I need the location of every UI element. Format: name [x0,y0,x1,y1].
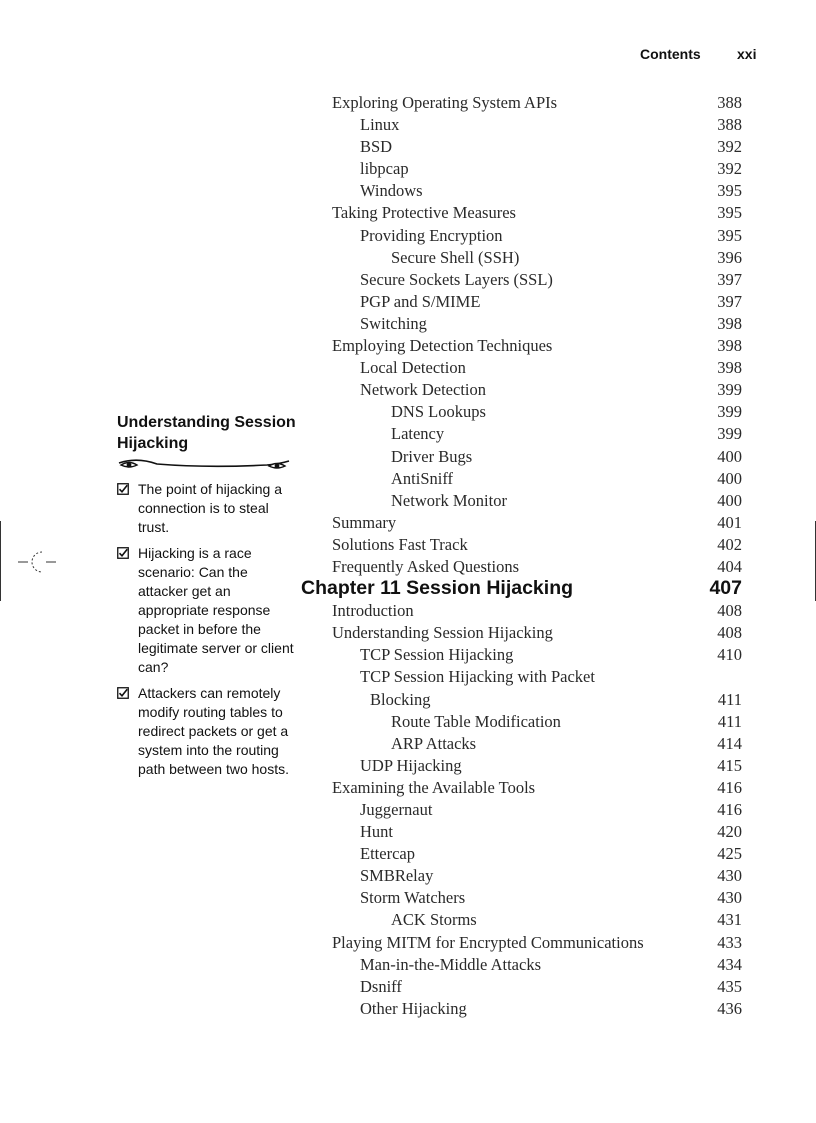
toc-entry-title: Other Hijacking [360,998,467,1018]
toc-entry-page-number: 395 [717,203,742,223]
toc-entry-page-number: 411 [717,689,742,709]
toc-entry [0,291,816,313]
toc-entry [0,92,816,114]
checkbox-checked-icon [117,483,129,495]
toc-entry [0,909,816,931]
sidebar-bullet-item [117,684,297,779]
toc-entry-page-number: 399 [717,402,742,422]
sidebar-bullet-list [117,480,297,779]
toc-entry [0,158,816,180]
running-head-section-title: Contents [640,46,701,62]
toc-entry-page-number: 408 [717,623,742,643]
toc-entry-title: Windows [360,181,423,201]
toc-entry-title: Driver Bugs [391,446,473,466]
toc-entry-page-number: 398 [717,336,742,356]
toc-entry-title: Understanding Session Hijacking [332,623,553,643]
toc-entry-page-number: 415 [717,755,742,775]
toc-entry [0,998,816,1020]
toc-entry-page-number: 395 [717,225,742,245]
toc-entry-page-number: 401 [717,512,742,532]
crop-mark-left [0,521,1,601]
eye-rule-ornament-icon [117,458,293,474]
toc-entry-title: AntiSniff [391,468,454,488]
toc-entry [0,357,816,379]
toc-entry-page-number: 407 [709,577,742,600]
toc-entry-title: Dsniff [360,976,402,996]
toc-entry-title: Hunt [360,822,393,842]
toc-entry-page-number: 396 [717,247,742,267]
sidebar-bullet-text: Hijacking is a race scenario: Can the attacker get an appropriate response packet in before the legitimate server or client can? [138,545,294,675]
toc-entry-title: Ettercap [360,844,415,864]
toc-entry-title: Exploring Operating System APIs [332,93,558,112]
toc-entry [0,225,816,247]
page-number: xxi [737,46,757,62]
toc-entry-page-number: 431 [717,910,742,930]
toc-entry [0,976,816,998]
toc-entry [0,114,816,136]
toc-entry-page-number: 399 [717,380,742,400]
toc-entry-page-number: 392 [717,137,742,157]
toc-entry-page-number: 436 [717,998,742,1018]
toc-entry-page-number: 399 [717,424,742,444]
running-head [0,46,816,66]
toc-entry [0,887,816,909]
toc-entry-title: Playing MITM for Encrypted Communications [332,932,644,952]
sidebar-bullet-text: The point of hijacking a connection is to steal trust. [138,481,282,535]
toc-entry-page-number: 395 [717,181,742,201]
registration-mark-icon [18,550,58,574]
toc-entry-page-number: 392 [717,159,742,179]
sidebar-bullet-item [117,480,297,537]
toc-entry [0,954,816,976]
toc-entry-page-number: 404 [717,556,742,576]
toc-entry-page-number: 400 [717,490,742,510]
toc-entry-title: Network Detection [360,380,486,400]
toc-entry [0,821,816,843]
toc-entry-title: Blocking [370,689,431,709]
toc-entry [0,865,816,887]
toc-entry-page-number: 388 [717,115,742,135]
toc-entry [0,269,816,291]
toc-entry-title: Linux [360,115,400,135]
toc-entry-title: Secure Shell (SSH) [391,247,520,267]
toc-entry [0,247,816,269]
toc-entry-title: Route Table Modification [391,711,561,731]
toc-entry-page-number: 414 [717,733,742,753]
toc-entry-title: Introduction [332,601,414,621]
toc-entry-title: Summary [332,512,397,532]
toc-entry [0,843,816,865]
toc-entry-title: ACK Storms [391,910,477,930]
toc-entry-title: PGP and S/MIME [360,291,481,311]
toc-entry-page-number: 398 [717,313,742,333]
toc-entry-title: ARP Attacks [391,733,477,753]
toc-entry-title: libpcap [360,159,409,179]
toc-entry [0,313,816,335]
toc-entry-page-number: 433 [717,932,742,952]
checkbox-checked-icon [117,687,129,699]
toc-entry-title: Examining the Available Tools [332,777,536,797]
toc-entry-title: Man-in-the-Middle Attacks [360,954,542,974]
toc-entry-title: TCP Session Hijacking [360,645,514,665]
toc-entry [0,379,816,401]
toc-entry-title: Storm Watchers [360,888,466,908]
toc-entry-page-number: 410 [717,645,742,665]
toc-entry-page-number: 398 [717,358,742,378]
toc-entry-page-number: 425 [717,844,742,864]
toc-entry-title: Solutions Fast Track [332,534,468,554]
toc-entry-title: Chapter 11 Session Hijacking [301,577,574,600]
toc-entry [0,777,816,799]
toc-entry-title: UDP Hijacking [360,755,462,775]
toc-entry-title: Frequently Asked Questions [332,556,519,576]
toc-entry-title: DNS Lookups [391,402,486,422]
toc-entry-title: Secure Sockets Layers (SSL) [360,269,553,289]
toc-entry-title: Taking Protective Measures [332,203,516,223]
toc-entry-title: Network Monitor [391,490,507,510]
toc-entry-page-number: 397 [717,291,742,311]
toc-entry-page-number: 420 [717,822,742,842]
toc-entry-page-number: 435 [717,976,742,996]
sidebar-title: Understanding Session Hijacking [117,414,296,452]
toc-entry-page-number: 408 [717,601,742,621]
toc-entry-page-number: 416 [717,777,742,797]
toc-entry-title: TCP Session Hijacking with Packet [360,667,595,687]
toc-entry [0,335,816,357]
sidebar-fast-track [117,412,297,779]
toc-entry-page-number: 402 [717,534,742,554]
sidebar-bullet-item [117,544,297,677]
toc-entry-page-number: 388 [717,93,742,112]
toc-entry-page-number: 400 [717,468,742,488]
toc-entry-title: Employing Detection Techniques [332,336,553,356]
toc-entry-page-number: 400 [717,446,742,466]
toc-entry-title: Switching [360,313,427,333]
toc-entry-page-number: 434 [717,954,742,974]
toc-entry-page-number: 411 [717,711,742,731]
toc-entry [0,180,816,202]
toc-entry-title: Latency [391,424,445,444]
toc-entry-title: Providing Encryption [360,225,503,245]
toc-entry [0,932,816,954]
toc-entry-title: SMBRelay [360,866,434,886]
toc-entry [0,799,816,821]
toc-entry [0,136,816,158]
toc-entry-title: BSD [360,137,393,157]
toc-entry-page-number: 430 [717,866,742,886]
toc-entry-page-number: 430 [717,888,742,908]
toc-entry-title: Local Detection [360,358,466,378]
checkbox-checked-icon [117,547,129,559]
toc-entry-page-number: 416 [717,800,742,819]
toc-entry [0,202,816,224]
sidebar-bullet-text: Attackers can remotely modify routing tables to redirect packets or get a system into the routing path between two hosts. [138,685,289,777]
toc-entry-page-number: 397 [717,269,742,289]
toc-entry-title: Juggernaut [360,800,433,819]
